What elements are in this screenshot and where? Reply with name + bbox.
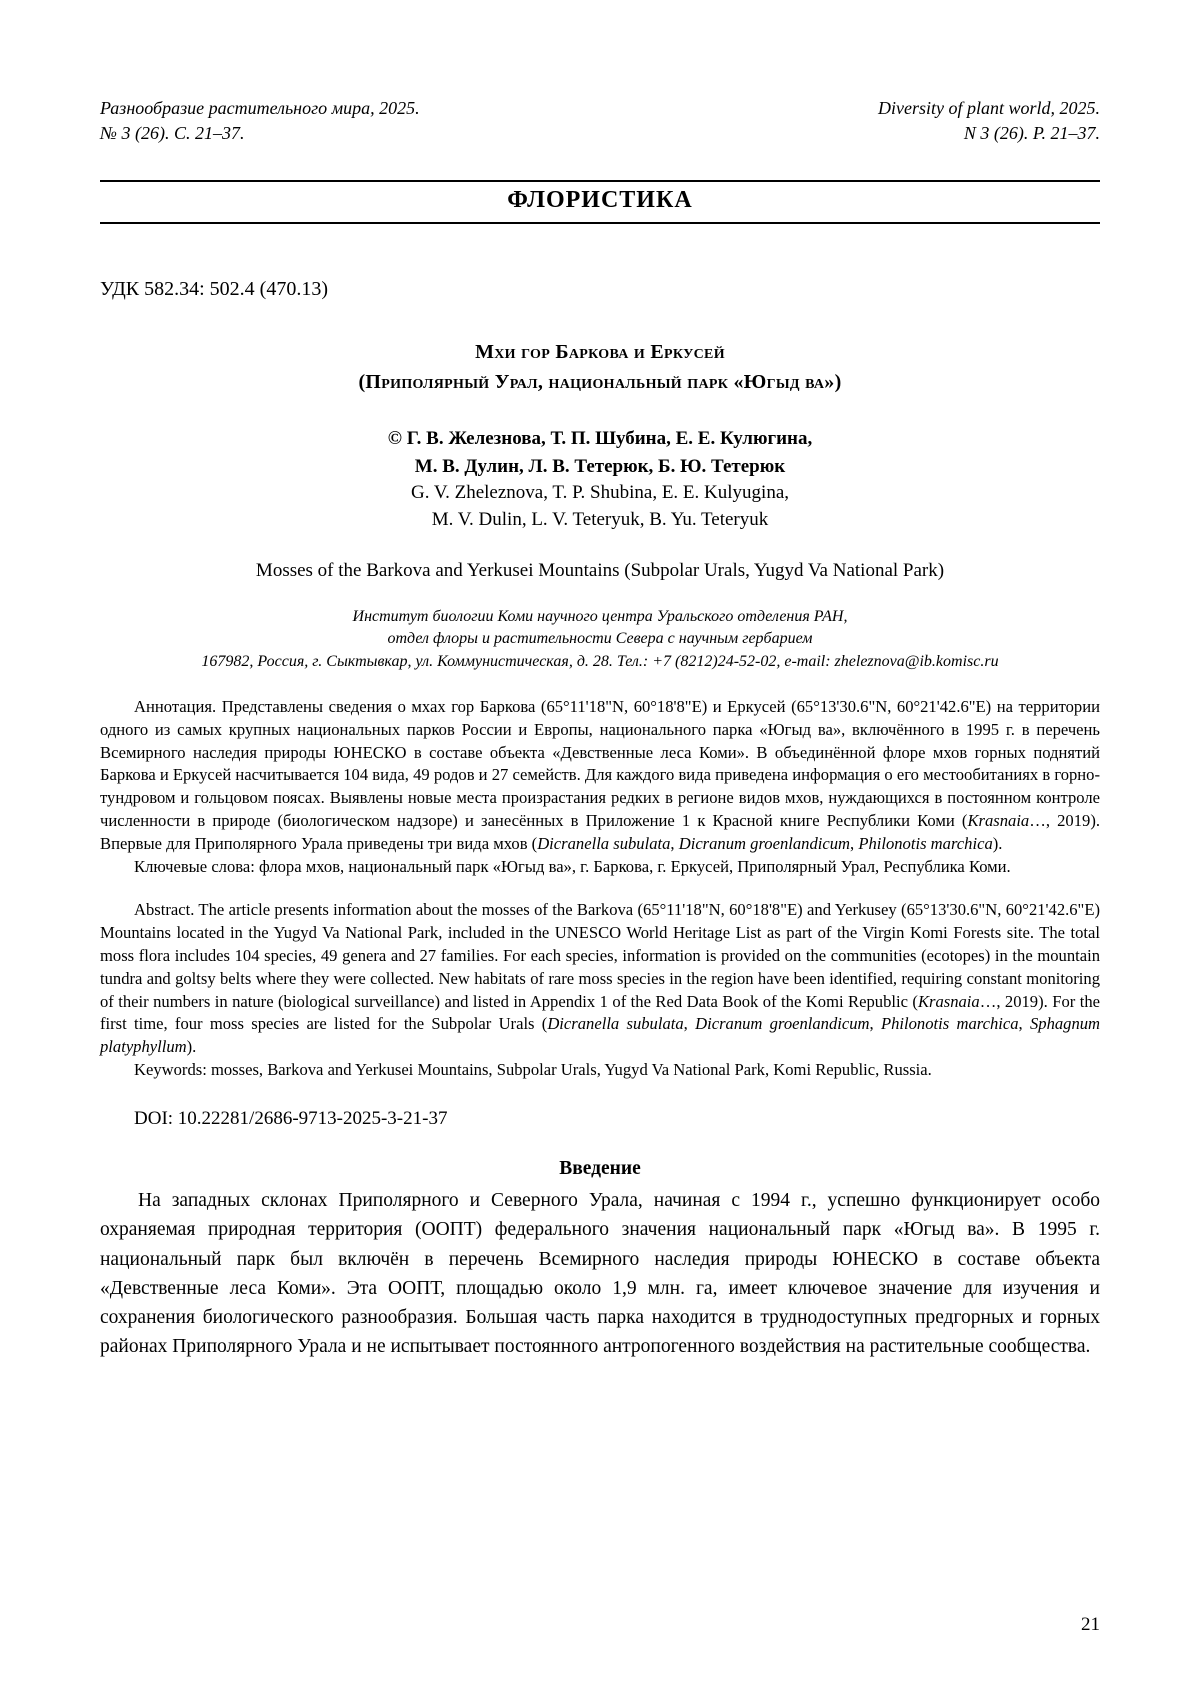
abstract-ru bbox=[100, 696, 1100, 856]
authors-en-line2: M. V. Dulin, L. V. Teteryuk, B. Yu. Teteryuk bbox=[431, 509, 769, 531]
journal-issue-ru: № 3 (26). С. 21–37. bbox=[100, 123, 245, 144]
text-run: Abstract. The article presents information about the mosses of the Barkova (65°11'18"N, 60°18'8"E) and Yerkusey (65°13'30.6"N, 60°21'42.6"E) Mountains located in the Yugyd Va National Park, included in the UNESCO World Heritage List as part of the Virgin Komi Forests site. The total moss flora includes 104 species, 49 genera and 27 families. For each species, information is provided on the communities (ecotopes) in the mountain tundra and goltsy belts where they were collected. New habitats of rare moss species in the region have been identified, requiring constant monitoring of their numbers in nature (biological surveillance) and listed in Appendix 1 of the Red Data Book of the Komi Republic ( bbox=[100, 899, 1100, 1011]
text-run: Krasnaia bbox=[967, 811, 1030, 831]
intro-paragraph: На западных склонах Приполярного и Северного Урала, начиная с 1994 г., успешно функционирует особо охраняемая природная территория (ООПТ) федерального значения национальный парк «Югыд ва». В 1995 г. национальный парк был включён в перечень Всемирного наследия природы ЮНЕСКО в составе объекта «Девственные леса Коми». Эта ООПТ, площадью около 1,9 млн. га, имеет ключевое значение для изучения и сохранения биологического разнообразия. Большая часть парка находится в труднодоступных предгорных и горных районах Приполярного Урала и не испытывает постоянного антропогенного воздействия на растительные сообщества. bbox=[100, 1190, 1100, 1358]
affiliation-line1: Институт биологии Коми научного центра Уральского отделения РАН, bbox=[352, 607, 848, 625]
udc-line: УДК 582.34: 502.4 (470.13) bbox=[100, 278, 328, 301]
affiliation-line3: 167982, Россия, г. Сыктывкар, ул. Коммунистическая, д. 28. Тел.: +7 (8212)24-52-02, e-mail: zheleznova@ib.komisc.ru bbox=[201, 653, 999, 671]
rubric-title: ФЛОРИСТИКА bbox=[507, 187, 693, 214]
text-run: Dicranella subulata bbox=[537, 834, 671, 854]
article-title-ru-line2: (Приполярный Урал, национальный парк «Югыд ва») bbox=[358, 371, 842, 394]
article-title-ru-line1: Мхи гор Баркова и Еркусей bbox=[475, 341, 725, 364]
article-title-ru bbox=[100, 337, 1100, 397]
page-number: 21 bbox=[1081, 1614, 1100, 1635]
journal-issue-en: N 3 (26). P. 21–37. bbox=[963, 123, 1100, 144]
journal-header-en bbox=[878, 96, 1100, 146]
text-run: Philonotis marchica bbox=[858, 834, 993, 854]
authors-ru bbox=[100, 425, 1100, 480]
text-run: Dicranum groenlandicum bbox=[678, 834, 851, 854]
authors-en-line1: G. V. Zheleznova, T. P. Shubina, E. E. Kulyugina, bbox=[410, 482, 790, 504]
text-run: , bbox=[683, 1014, 696, 1034]
journal-header bbox=[100, 96, 1100, 146]
section-heading-introduction: Введение bbox=[559, 1158, 641, 1180]
keywords-ru: Ключевые слова: флора мхов, национальный парк «Югыд ва», г. Баркова, г. Еркусей, Приполярный Урал, Республика Коми. bbox=[134, 857, 1011, 877]
text-run: Philonotis marchica bbox=[880, 1014, 1019, 1034]
text-run: Krasnaia bbox=[917, 991, 980, 1011]
text-run: …, 2019). For the first time, four moss species are listed for the Subpolar Urals ( bbox=[100, 991, 1101, 1034]
text-run: , bbox=[869, 1014, 881, 1034]
text-run: Sphagnum platyphyllum bbox=[100, 1014, 1101, 1057]
journal-header-ru bbox=[100, 96, 420, 146]
text-run: Аннотация. Представлены сведения о мхах гор Баркова (65°11'18"N, 60°18'8"E) и Еркусей (65°13'30.6"N, 60°21'42.6"E) на территории одного из самых крупных национальных парков России и Европы, национального парка «Югыд ва», включённого в 1995 г. в перечень Всемирного наследия природы ЮНЕСКО в составе объекта «Девственные леса Коми». В объединённой флоре мхов горных поднятий Баркова и Еркусей насчитывается 104 вида, 49 родов и 27 семейств. Для каждого вида приведена информация о его местообитаниях в горно-тундровом и гольцовом поясах. Выявлены новые места произрастания редких в регионе видов мхов, нуждающихся в постоянном контроле численности в природе (биологическом надзоре) и занесённых в Приложение 1 к Красной книге Республики Коми ( bbox=[100, 696, 1101, 831]
text-run: …, 2019). Впервые для Приполярного Урала приведены три вида мхов ( bbox=[100, 811, 1100, 854]
journal-title-en: Diversity of plant world, 2025. bbox=[878, 98, 1100, 118]
article-title-en: Mosses of the Barkova and Yerkusei Mountains (Subpolar Urals, Yugyd Va National Park) bbox=[255, 559, 945, 581]
text-run: , bbox=[850, 834, 859, 854]
doi-line: DOI: 10.22281/2686-9713-2025-3-21-37 bbox=[134, 1108, 448, 1130]
authors-ru-line2: М. В. Дулин, Л. В. Тетерюк, Б. Ю. Тетерюк bbox=[414, 455, 786, 477]
text-run: , bbox=[1018, 1014, 1030, 1034]
text-run: ). bbox=[992, 834, 1003, 854]
affiliation-line2: отдел флоры и растительности Севера с научным гербарием bbox=[387, 630, 813, 648]
affiliation-block bbox=[100, 606, 1100, 674]
authors-translit bbox=[100, 480, 1100, 533]
text-run: Dicranella subulata bbox=[547, 1014, 684, 1034]
abstract-en bbox=[100, 899, 1100, 1059]
text-run: ). bbox=[186, 1037, 197, 1057]
rubric-banner bbox=[100, 180, 1100, 224]
text-run: , bbox=[670, 834, 679, 854]
journal-title-ru: Разнообразие растительного мира, 2025. bbox=[100, 98, 420, 118]
text-run: Dicranum groenlandicum bbox=[695, 1014, 870, 1034]
keywords-en: Keywords: mosses, Barkova and Yerkusei Mountains, Subpolar Urals, Yugyd Va National Park, Komi Republic, Russia. bbox=[134, 1060, 932, 1080]
authors-ru-line1: © Г. В. Железнова, Т. П. Шубина, Е. Е. Кулюгина, bbox=[387, 428, 813, 450]
